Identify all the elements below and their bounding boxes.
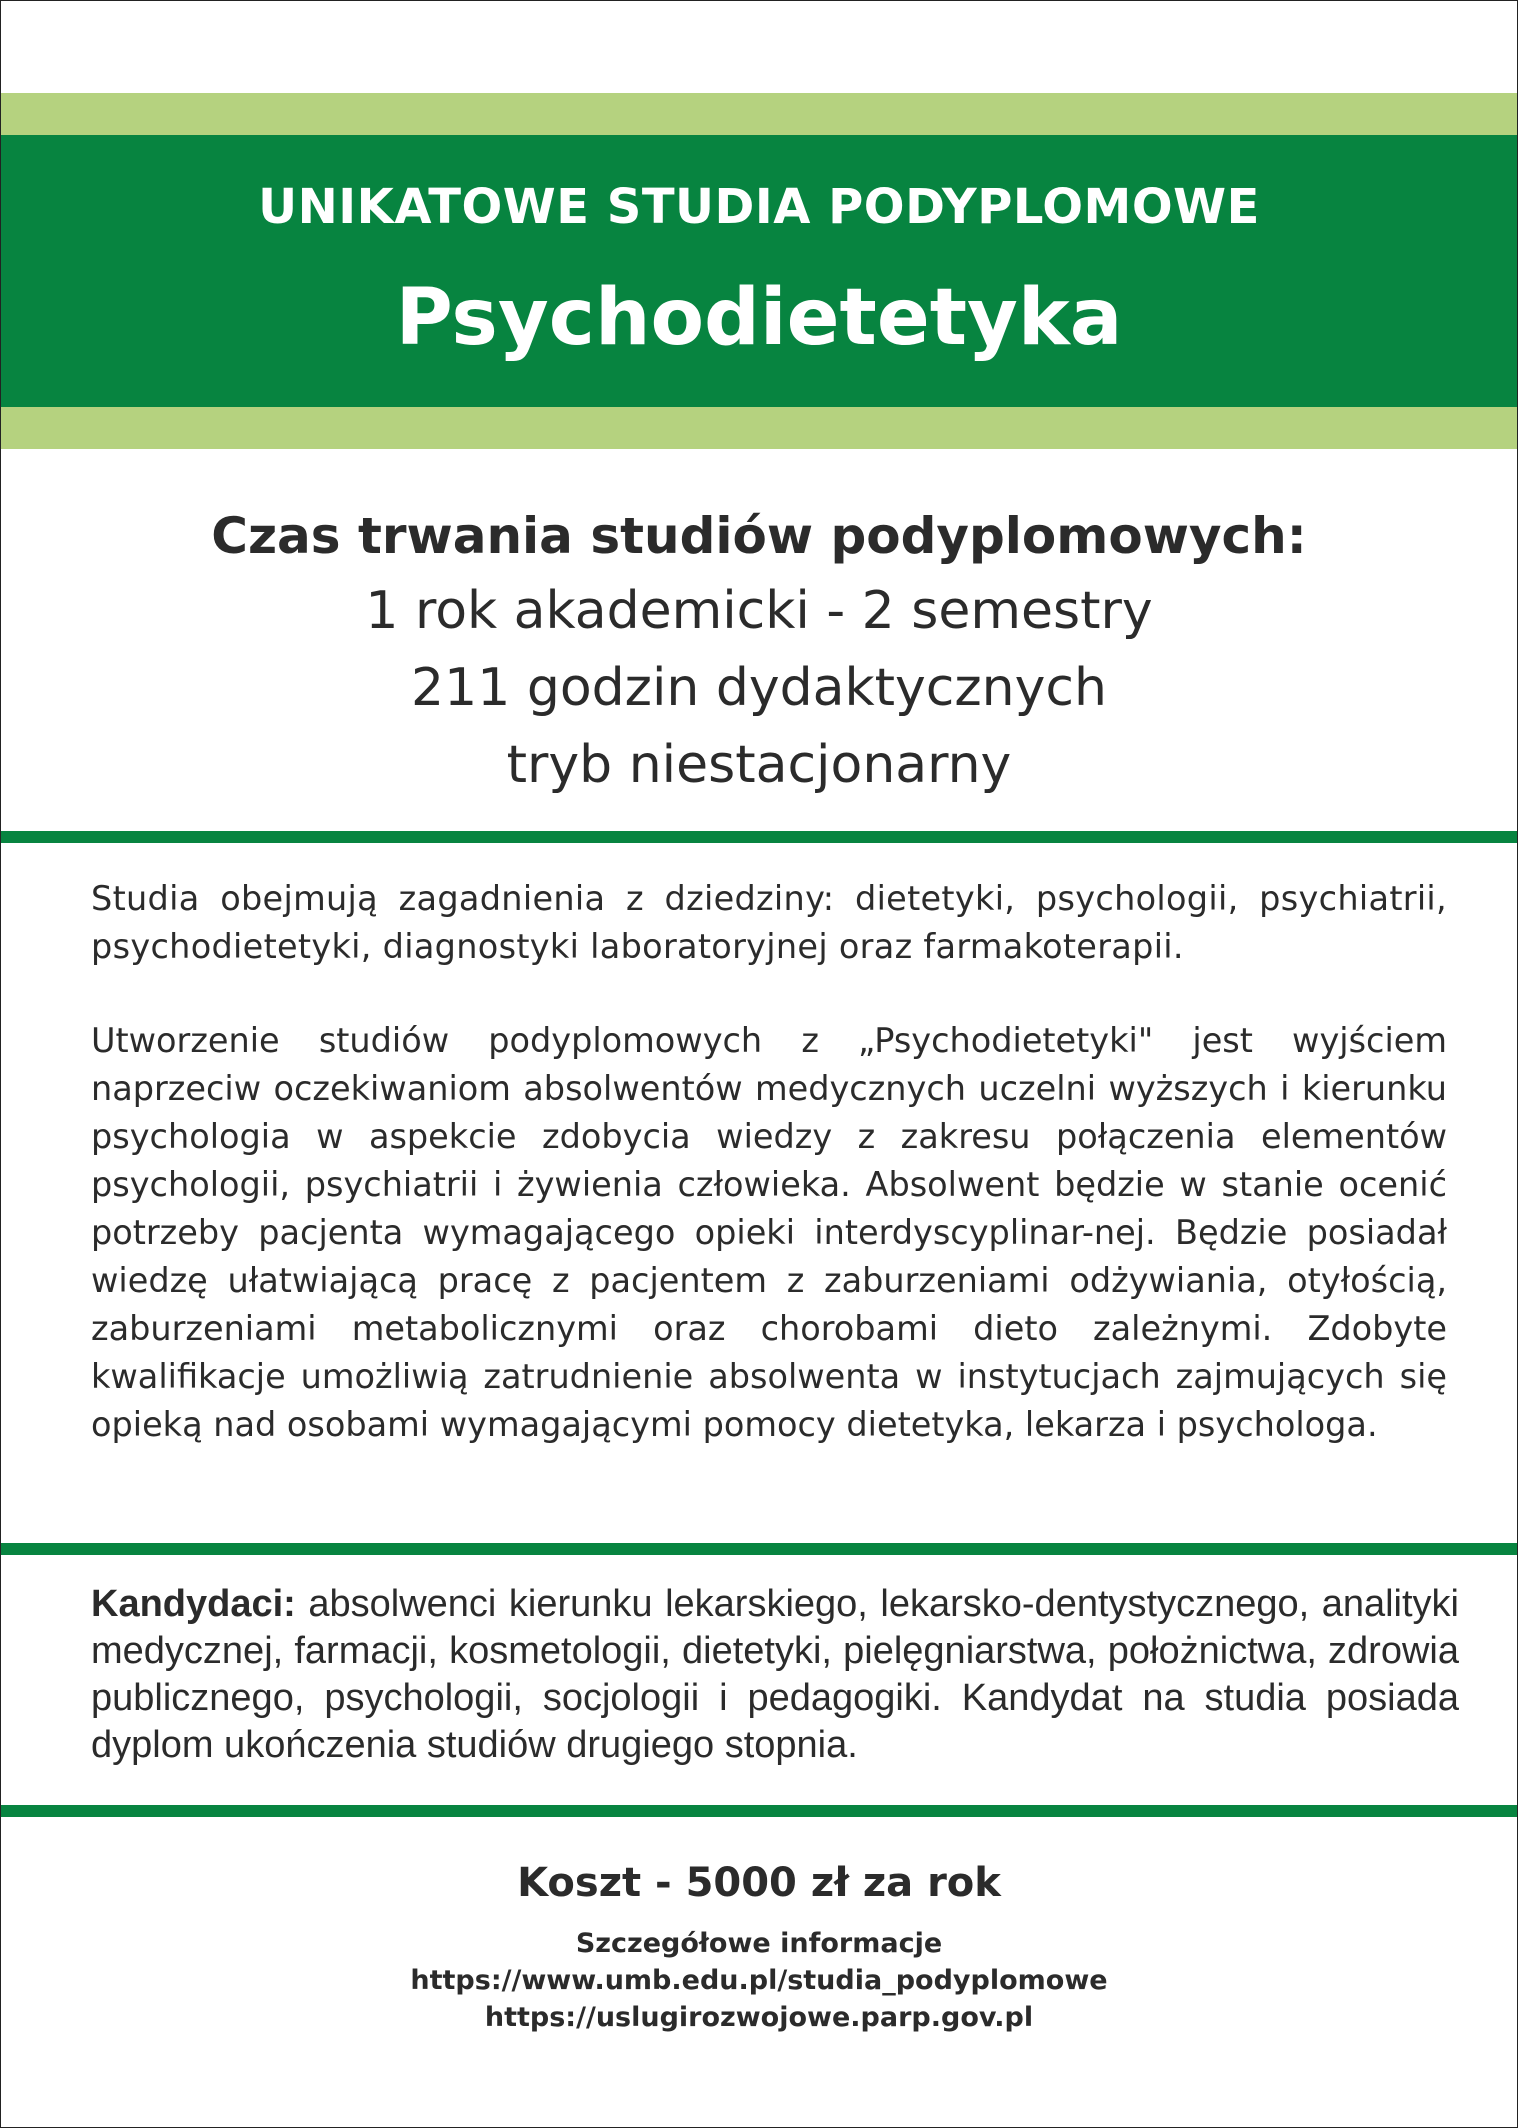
candidates-section bbox=[91, 1581, 1459, 1769]
details-info bbox=[1, 1925, 1517, 2036]
bottom-accent-band bbox=[1, 407, 1517, 449]
details-label: Szczegółowe informacje bbox=[575, 1928, 943, 1959]
duration-heading: Czas trwania studiów podyplomowych: bbox=[211, 507, 1307, 565]
duration-line: 211 godzin dydaktycznych bbox=[411, 658, 1107, 718]
duration-line: tryb niestacjonarny bbox=[506, 735, 1012, 795]
header-banner bbox=[1, 135, 1517, 407]
header-subtitle: UNIKATOWE STUDIA PODYPLOMOWE bbox=[258, 179, 1260, 235]
details-link[interactable]: https://www.umb.edu.pl/studia_podyplomowe bbox=[410, 1965, 1108, 1996]
page-title: Psychodietetyka bbox=[395, 273, 1123, 363]
cost-text: Koszt - 5000 zł za rok bbox=[517, 1860, 1001, 1906]
top-accent-band bbox=[1, 93, 1517, 135]
duration-section bbox=[1, 499, 1517, 804]
description-paragraph-purpose: Utworzenie studiów podyplomowych z „Psychodietetyki" jest wyjściem naprzeciw oczekiwaniom absolwentów medycznych uczelni wyższych i kierunku psychologia w aspekcie zdobycia wiedzy z zakresu połączenia elementów psychologii, psychiatrii i żywienia człowieka. Absolwent będzie w stanie ocenić potrzeby pacjenta wymagającego opieki interdyscyplinar-nej. Będzie posiadał wiedzę ułatwiającą pracę z pacjentem z zaburzeniami odżywiania, otyłością, zaburzeniami metabolicznymi oraz chorobami dieto zależnymi. Zdobyte kwalifikacje umożliwią zatrudnienie absolwenta w instytucjach zajmujących się opieką nad osobami wymagającymi pomocy dietetyka, lekarza i psychologa. bbox=[91, 1021, 1447, 1444]
section-divider bbox=[1, 1543, 1517, 1555]
details-link[interactable]: https://uslugirozwojowe.parp.gov.pl bbox=[484, 2002, 1034, 2033]
candidates-label: Kandydaci: bbox=[91, 1583, 296, 1625]
candidates-text: absolwenci kierunku lekarskiego, lekarsko-dentystycznego, analityki medycznej, farmacji, kosmetologii, dietetyki, pielęgniarstwa, położnictwa, zdrowia publicznego, psychologii, socjologii i pedagogiki. Kandydat na studia posiada dyplom ukończenia studiów drugiego stopnia. bbox=[91, 1583, 1459, 1766]
duration-line: 1 rok akademicki - 2 semestry bbox=[365, 581, 1153, 641]
section-divider bbox=[1, 1805, 1517, 1817]
section-divider bbox=[1, 831, 1517, 843]
description-paragraph-scope: Studia obejmują zagadnienia z dziedziny: dietetyki, psychologii, psychiatrii, psychodietetyki, diagnostyki laboratoryjnej oraz farmakoterapii. bbox=[91, 879, 1447, 966]
footer-section bbox=[1, 1853, 1517, 2036]
